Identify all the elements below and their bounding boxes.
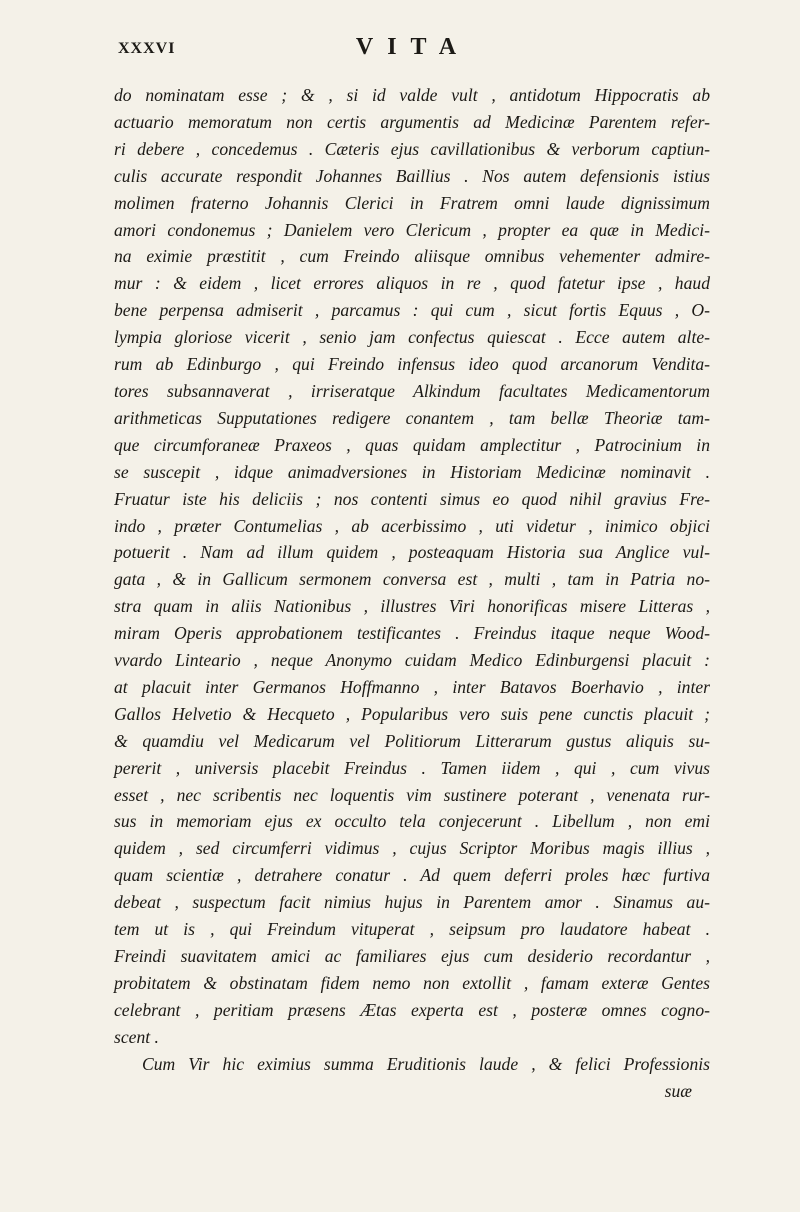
text-line: lympia gloriose vicerit , senio jam confectus quiescat . Ecce autem alte- bbox=[114, 327, 710, 348]
text-line: Cum Vir hic eximius summa Eruditionis laude , & felici Professionis bbox=[142, 1053, 710, 1074]
text-line: bene perpensa admiserit , parcamus : qui cum , sicut fortis Equus , O- bbox=[114, 300, 710, 321]
text-line: indo , præter Contumelias , ab acerbissimo , uti videtur , inimico objici bbox=[114, 515, 710, 536]
text-line: gata , & in Gallicum sermonem conversa est , multi , tam in Patria no- bbox=[114, 569, 710, 590]
page-header bbox=[118, 28, 708, 68]
page-number: XXXVI bbox=[118, 40, 176, 57]
text-line: & quamdiu vel Medicarum vel Politiorum Litterarum gustus aliquis su- bbox=[114, 730, 710, 751]
text-line: tem ut is , qui Freindum vituperat , seipsum pro laudatore habeat . bbox=[114, 919, 710, 940]
text-line: debeat , suspectum facit nimius hujus in Parentem amor . Sinamus au- bbox=[114, 892, 710, 913]
text-line: ri debere , concedemus . Cæteris ejus cavillationibus & verborum captiun- bbox=[114, 138, 710, 159]
text-line: stra quam in aliis Nationibus , illustres Viri honorificas misere Litteras , bbox=[114, 596, 710, 617]
text-line: probitatem & obstinatam fidem nemo non extollit , famam exteræ Gentes bbox=[114, 972, 710, 993]
text-line: que circumforaneæ Praxeos , quas quidam amplectitur , Patrocinium in bbox=[114, 434, 710, 455]
text-line: scent . bbox=[114, 1026, 159, 1047]
text-line: Fruatur iste his deliciis ; nos contenti simus eo quod nihil gravius Fre- bbox=[114, 488, 710, 509]
text-line: na eximie præstitit , cum Freindo aliisque omnibus vehementer admire- bbox=[114, 246, 710, 267]
text-line: se suscepit , idque animadversiones in Historiam Medicinæ nominavit . bbox=[114, 461, 710, 482]
text-line: culis accurate respondit Johannes Baillius . Nos autem defensionis istius bbox=[114, 165, 710, 186]
text-line: potuerit . Nam ad illum quidem , posteaquam Historia sua Anglice vul- bbox=[114, 542, 710, 563]
text-line: mur : & eidem , licet errores aliquos in re , quod fatetur ipse , haud bbox=[114, 273, 710, 294]
running-title: VITA bbox=[355, 34, 471, 60]
text-line: pererit , universis placebit Freindus . Tamen iidem , qui , cum vivus bbox=[114, 757, 710, 778]
text-line: Freindi suavitatem amici ac familiares ejus cum desiderio recordantur , bbox=[114, 946, 710, 966]
text-line: miram Operis approbationem testificantes . Freindus itaque neque Wood- bbox=[114, 623, 710, 644]
text-line: Gallos Helvetio & Hecqueto , Popularibus vero suis pene cunctis placuit ; bbox=[114, 703, 710, 724]
text-line: sus in memoriam ejus ex occulto tela conjecerunt . Libellum , non emi bbox=[114, 811, 710, 832]
text-line: vvardo Linteario , neque Anonymo cuidam Medico Edinburgensi placuit : bbox=[114, 650, 710, 671]
text-line: molimen fraterno Johannis Clerici in Fratrem omni laude dignissimum bbox=[114, 192, 710, 213]
text-line: amori condonemus ; Danielem vero Clericum , propter ea quæ in Medici- bbox=[114, 219, 710, 240]
text-line: quidem , sed circumferri vidimus , cujus Scriptor Moribus magis illius , bbox=[114, 838, 710, 859]
text-line: actuario memoratum non certis argumentis ad Medicinæ Parentem refer- bbox=[114, 111, 710, 132]
text-line: arithmeticas Supputationes redigere conantem , tam bellæ Theoriæ tam- bbox=[114, 407, 710, 428]
text-line: celebrant , peritiam præsens Ætas experta est , posteræ omnes cogno- bbox=[114, 999, 710, 1020]
text-line: esset , nec scribentis nec loquentis vim sustinere poterant , venenata rur- bbox=[114, 784, 710, 805]
text-line: do nominatam esse ; & , si id valde vult , antidotum Hippocratis ab bbox=[114, 85, 710, 105]
text-line: quam scientiæ , detrahere conatur . Ad quem deferri proles hæc furtiva bbox=[114, 865, 710, 886]
latin-body-text bbox=[114, 82, 710, 1104]
text-line: tores subsannaverat , irriseratque Alkindum facultates Medicamentorum bbox=[114, 380, 710, 401]
text-line: rum ab Edinburgo , qui Freindo infensus ideo quod arcanorum Vendita- bbox=[114, 354, 710, 375]
catchword: suæ bbox=[664, 1080, 692, 1101]
text-line: at placuit inter Germanos Hoffmanno , inter Batavos Boerhavio , inter bbox=[114, 676, 710, 697]
